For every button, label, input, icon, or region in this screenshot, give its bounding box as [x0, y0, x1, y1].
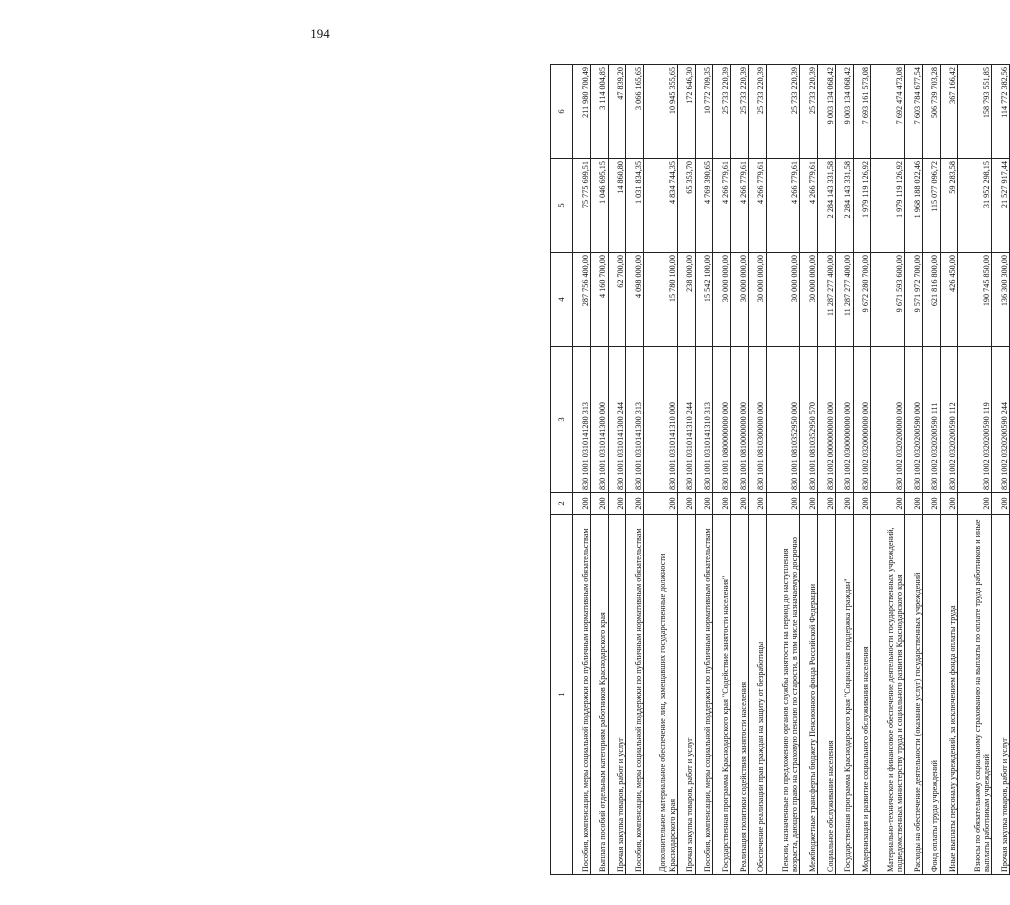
row-code: 200	[958, 493, 992, 515]
row-approved-amount: 11 287 277 400,00	[818, 253, 836, 347]
table-row	[731, 65, 749, 875]
row-executed-amount: 1 031 834,35	[626, 159, 644, 253]
row-executed-amount: 4 266 779,61	[731, 159, 749, 253]
header-cell-1: 1	[551, 515, 573, 875]
row-approved-amount: 15 542 100,00	[695, 253, 713, 347]
row-approved-amount: 30 000 000,00	[800, 253, 818, 347]
row-classification: 830 1002 0320200000 000	[871, 347, 905, 493]
table-body	[573, 65, 1010, 875]
table-row	[644, 65, 678, 875]
row-classification: 830 1001 0310141300 000	[590, 347, 608, 493]
row-classification: 830 1002 0320200590 244	[992, 347, 1010, 493]
header-row	[551, 65, 573, 875]
row-remaining-amount: 3 114 004,85	[590, 65, 608, 159]
row-description: Пособия, компенсации, меры социальной поддержки по публичным нормативным обязательствам	[695, 515, 713, 875]
row-description: Обеспечение реализации прав граждан на защиту от безработицы	[748, 515, 766, 875]
row-description: Фонд оплаты труда учреждений	[922, 515, 940, 875]
row-executed-amount: 2 284 143 331,58	[835, 159, 853, 253]
table-row	[748, 65, 766, 875]
row-classification: 830 1001 0310141310 313	[695, 347, 713, 493]
row-remaining-amount: 9 003 134 068,42	[835, 65, 853, 159]
row-classification: 830 1001 0810000000 000	[731, 347, 749, 493]
row-code: 200	[608, 493, 626, 515]
row-description: Прочая закупка товаров, работ и услуг	[992, 515, 1010, 875]
row-approved-amount: 9 671 593 600,00	[871, 253, 905, 347]
row-executed-amount: 14 860,80	[608, 159, 626, 253]
row-remaining-amount: 47 839,20	[608, 65, 626, 159]
row-approved-amount: 9 571 972 700,00	[905, 253, 923, 347]
table-row	[800, 65, 818, 875]
row-description: Социальное обслуживание населения	[818, 515, 836, 875]
row-executed-amount: 1 968 188 022,46	[905, 159, 923, 253]
row-approved-amount: 190 745 850,00	[958, 253, 992, 347]
table-row	[853, 65, 871, 875]
row-code: 200	[695, 493, 713, 515]
table-row	[608, 65, 626, 875]
row-remaining-amount: 25 733 220,39	[713, 65, 731, 159]
row-classification: 830 1001 0310141310 000	[644, 347, 678, 493]
row-code: 200	[818, 493, 836, 515]
header-cell-2: 2	[551, 493, 573, 515]
row-description: Государственная программа Краснодарского края "Социальная поддержка граждан"	[835, 515, 853, 875]
row-executed-amount: 65 353,70	[677, 159, 695, 253]
row-remaining-amount: 25 733 220,39	[748, 65, 766, 159]
row-approved-amount: 30 000 000,00	[748, 253, 766, 347]
row-remaining-amount: 114 772 382,56	[992, 65, 1010, 159]
header-cell-6: 6	[551, 65, 573, 159]
row-classification: 830 1001 0810300000 000	[748, 347, 766, 493]
row-approved-amount: 4 098 000,00	[626, 253, 644, 347]
row-code: 200	[835, 493, 853, 515]
row-approved-amount: 11 287 277 400,00	[835, 253, 853, 347]
table-row	[922, 65, 940, 875]
row-executed-amount: 2 284 143 331,58	[818, 159, 836, 253]
row-description: Прочая закупка товаров, работ и услуг	[608, 515, 626, 875]
row-code: 200	[922, 493, 940, 515]
row-approved-amount: 136 300 300,00	[992, 253, 1010, 347]
header-cell-5: 5	[551, 159, 573, 253]
row-description: Межбюджетные трансферты бюджету Пенсионного фонда Российской Федерации	[800, 515, 818, 875]
row-description: Реализация политики содействия занятости населения	[731, 515, 749, 875]
row-remaining-amount: 211 980 700,49	[573, 65, 591, 159]
row-approved-amount: 426 450,00	[940, 253, 958, 347]
row-executed-amount: 4 266 779,61	[713, 159, 731, 253]
row-classification: 830 1002 0300000000 000	[835, 347, 853, 493]
table-row	[905, 65, 923, 875]
row-code: 200	[766, 493, 800, 515]
table-row	[573, 65, 591, 875]
row-description: Дополнительное материальное обеспечение лиц, замещавших государственные должности Краснодарского края	[644, 515, 678, 875]
table-row	[590, 65, 608, 875]
row-classification: 830 1001 0800000000 000	[713, 347, 731, 493]
row-classification: 830 1001 0310141300 244	[608, 347, 626, 493]
row-approved-amount: 9 672 280 700,00	[853, 253, 871, 347]
row-executed-amount: 59 283,58	[940, 159, 958, 253]
row-description: Выплата пособий отдельным категориям работников Краснодарского края	[590, 515, 608, 875]
row-remaining-amount: 25 733 220,39	[731, 65, 749, 159]
row-code: 200	[731, 493, 749, 515]
table-row	[958, 65, 992, 875]
row-code: 200	[853, 493, 871, 515]
row-code: 200	[573, 493, 591, 515]
table-row	[677, 65, 695, 875]
row-description: Иные выплаты персоналу учреждений, за исключением фонда оплаты труда	[940, 515, 958, 875]
row-remaining-amount: 7 693 161 573,08	[853, 65, 871, 159]
row-executed-amount: 4 266 779,61	[800, 159, 818, 253]
row-description: Государственная программа Краснодарского края "Содействие занятости населения"	[713, 515, 731, 875]
row-code: 200	[644, 493, 678, 515]
row-classification: 830 1002 0320200590 119	[958, 347, 992, 493]
row-executed-amount: 1 046 695,15	[590, 159, 608, 253]
table-row	[713, 65, 731, 875]
row-remaining-amount: 506 739 703,28	[922, 65, 940, 159]
table-row	[940, 65, 958, 875]
row-executed-amount: 31 952 298,15	[958, 159, 992, 253]
row-remaining-amount: 25 733 220,39	[800, 65, 818, 159]
row-executed-amount: 4 769 390,65	[695, 159, 713, 253]
row-approved-amount: 621 816 800,00	[922, 253, 940, 347]
row-description: Пособия, компенсации, меры социальной поддержки по публичным нормативным обязательствам	[573, 515, 591, 875]
row-code: 200	[871, 493, 905, 515]
table-row	[818, 65, 836, 875]
row-code: 200	[626, 493, 644, 515]
row-code: 200	[677, 493, 695, 515]
row-remaining-amount: 10 772 709,35	[695, 65, 713, 159]
row-code: 200	[905, 493, 923, 515]
row-description: Пособия, компенсации, меры социальной поддержки по публичным нормативным обязательствам	[626, 515, 644, 875]
row-remaining-amount: 172 646,30	[677, 65, 695, 159]
table-row	[695, 65, 713, 875]
row-executed-amount: 4 266 779,61	[766, 159, 800, 253]
row-classification: 830 1002 0320200590 111	[922, 347, 940, 493]
row-description: Взносы по обязательному социальному страхованию на выплаты по оплате труда работников и иные выплаты работникам учреждений	[958, 515, 992, 875]
row-classification: 830 1002 0000000000 000	[818, 347, 836, 493]
table-row	[766, 65, 800, 875]
row-approved-amount: 30 000 000,00	[731, 253, 749, 347]
row-description: Модернизация и развитие социального обслуживания населения	[853, 515, 871, 875]
row-code: 200	[590, 493, 608, 515]
row-code: 200	[800, 493, 818, 515]
row-approved-amount: 4 160 700,00	[590, 253, 608, 347]
table-row	[626, 65, 644, 875]
table-row	[871, 65, 905, 875]
row-classification: 830 1002 0320000000 000	[853, 347, 871, 493]
header-cell-4: 4	[551, 253, 573, 347]
row-approved-amount: 30 000 000,00	[713, 253, 731, 347]
row-approved-amount: 287 756 400,00	[573, 253, 591, 347]
row-executed-amount: 1 979 119 126,92	[853, 159, 871, 253]
row-remaining-amount: 367 166,42	[940, 65, 958, 159]
row-approved-amount: 15 780 100,00	[644, 253, 678, 347]
table-row	[835, 65, 853, 875]
row-remaining-amount: 158 793 551,85	[958, 65, 992, 159]
row-remaining-amount: 7 603 784 677,54	[905, 65, 923, 159]
row-classification: 830 1001 0310141300 313	[626, 347, 644, 493]
row-classification: 830 1002 0320200590 112	[940, 347, 958, 493]
row-classification: 830 1002 0320200590 000	[905, 347, 923, 493]
row-executed-amount: 115 077 096,72	[922, 159, 940, 253]
page-number: 194	[310, 26, 330, 41]
row-description: Прочая закупка товаров, работ и услуг	[677, 515, 695, 875]
row-classification: 830 1001 0310141310 244	[677, 347, 695, 493]
row-approved-amount: 30 000 000,00	[766, 253, 800, 347]
row-approved-amount: 238 000,00	[677, 253, 695, 347]
row-description: Расходы на обеспечение деятельности (оказание услуг) государственных учреждений	[905, 515, 923, 875]
row-remaining-amount: 3 066 165,65	[626, 65, 644, 159]
row-remaining-amount: 7 692 474 473,08	[871, 65, 905, 159]
rotated-table-container	[550, 65, 1010, 875]
row-executed-amount: 21 527 917,44	[992, 159, 1010, 253]
row-executed-amount: 4 834 744,35	[644, 159, 678, 253]
row-remaining-amount: 10 945 355,65	[644, 65, 678, 159]
row-remaining-amount: 25 733 220,39	[766, 65, 800, 159]
row-approved-amount: 62 700,00	[608, 253, 626, 347]
row-classification: 830 1001 0810352950 570	[800, 347, 818, 493]
row-executed-amount: 1 979 119 126,92	[871, 159, 905, 253]
table-row	[992, 65, 1010, 875]
row-classification: 830 1001 0310141280 313	[573, 347, 591, 493]
row-description: Материально-техническое и финансовое обеспечение деятельности государственных учреждений, подведомственных министерству труда и социального развития Краснодарского края	[871, 515, 905, 875]
row-executed-amount: 75 775 699,51	[573, 159, 591, 253]
budget-table	[550, 64, 1010, 875]
row-executed-amount: 4 266 779,61	[748, 159, 766, 253]
row-code: 200	[992, 493, 1010, 515]
row-code: 200	[713, 493, 731, 515]
row-code: 200	[940, 493, 958, 515]
row-remaining-amount: 9 003 134 068,42	[818, 65, 836, 159]
row-description: Пенсии, назначенные по предложению органов службы занятости на период до наступления возраста, дающего право на страховую пенсию по старости, в том числе назначаемую досрочно	[766, 515, 800, 875]
header-cell-3: 3	[551, 347, 573, 493]
row-code: 200	[748, 493, 766, 515]
row-classification: 830 1001 0810352950 000	[766, 347, 800, 493]
